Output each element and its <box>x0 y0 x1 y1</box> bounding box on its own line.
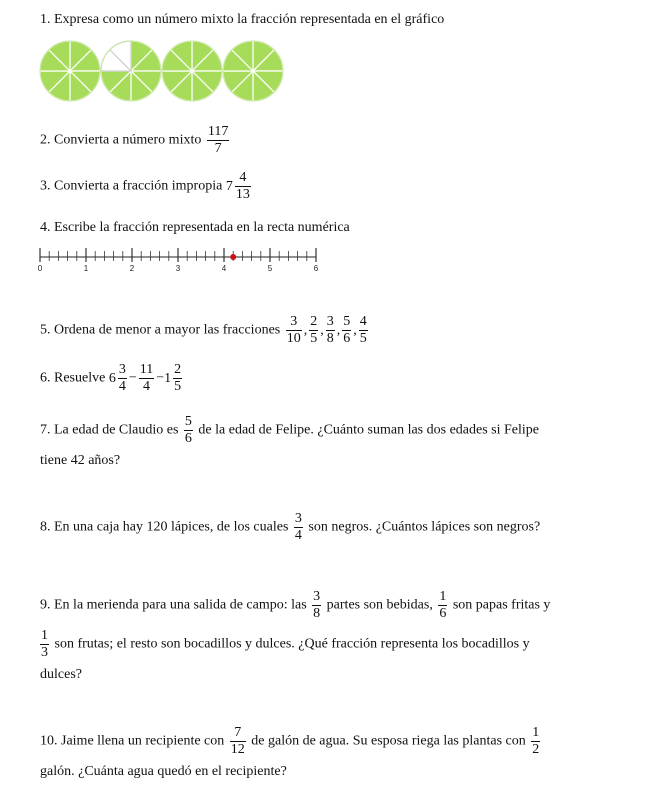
fraction-item <box>326 314 335 347</box>
question-3 <box>40 170 253 203</box>
question-10-text-b: de galón de agua. Su esposa riega las plantas con <box>251 733 526 749</box>
numerator: 1 <box>439 589 447 604</box>
fraction-item <box>359 314 368 347</box>
tick-label: 2 <box>129 264 135 273</box>
question-6-text: 6. Resuelve <box>40 370 106 386</box>
denominator: 5 <box>174 379 182 394</box>
denominator: 6 <box>439 606 447 621</box>
question-9-text-b: partes son bebidas, <box>326 597 433 613</box>
question-10-line-2: galón. ¿Cuánta agua quedó en el recipiente? <box>40 764 287 779</box>
question-5-text: 5. Ordena de menor a mayor las fracciones <box>40 322 281 338</box>
numerator: 1 <box>532 725 540 740</box>
fraction <box>230 725 246 758</box>
fraction <box>139 362 154 395</box>
denominator: 3 <box>41 645 48 660</box>
fraction-item <box>309 314 318 347</box>
numerator: 4 <box>235 170 251 187</box>
minus-sign: − <box>128 370 137 386</box>
fraction-item <box>286 314 302 347</box>
minus-sign: − <box>156 370 165 386</box>
mixed-whole: 1 <box>164 370 172 386</box>
numerator: 3 <box>118 362 126 377</box>
fractions-list <box>284 314 370 346</box>
fraction-117-7 <box>207 124 229 157</box>
numerator: 11 <box>139 362 154 377</box>
fraction-circles-figure <box>36 37 296 117</box>
denominator: 12 <box>230 742 245 757</box>
number-line <box>30 242 330 278</box>
denominator: 8 <box>313 606 321 621</box>
fraction <box>118 362 127 395</box>
tick-label: 3 <box>175 264 181 273</box>
fraction-circle <box>40 41 100 101</box>
question-9-line-3: dulces? <box>40 667 82 682</box>
tick-label: 0 <box>37 264 43 273</box>
mixed-whole: 6 <box>108 370 116 386</box>
question-7-line-1 <box>40 414 539 447</box>
question-10-text-a: 10. Jaime llena un recipiente con <box>40 733 225 749</box>
question-2 <box>40 124 231 157</box>
question-9-text-a: 9. En la merienda para una salida de campo: las <box>40 597 307 613</box>
separator-comma: , <box>303 322 308 338</box>
denominator: 4 <box>118 379 126 394</box>
fraction <box>438 589 447 622</box>
tick-label: 6 <box>313 264 319 273</box>
question-9-line-2 <box>40 628 530 661</box>
question-7-line-2: tiene 42 años? <box>40 453 121 468</box>
fraction-circle <box>223 41 283 101</box>
denominator: 10 <box>286 331 301 346</box>
denominator: 13 <box>235 187 250 202</box>
question-2-text: 2. Convierta a número mixto <box>40 132 202 148</box>
question-7-text-a: 7. La edad de Claudio es <box>40 422 179 438</box>
fraction <box>312 589 321 622</box>
question-4-text: 4. Escribe la fracción representada en la recta numérica <box>40 220 350 235</box>
fraction <box>173 362 182 395</box>
fraction <box>294 511 303 544</box>
separator-comma: , <box>353 322 357 338</box>
question-5 <box>40 314 370 347</box>
mixed-whole: 7 <box>225 178 233 194</box>
numerator: 2 <box>174 362 182 377</box>
separator-comma: , <box>320 322 324 338</box>
separator-comma: , <box>336 322 341 338</box>
question-3-text: 3. Convierta a fracción impropia <box>40 178 223 194</box>
question-8-text-b: son negros. ¿Cuántos lápices son negros? <box>308 519 541 535</box>
denominator: 2 <box>532 742 540 757</box>
question-8-text-a: 8. En una caja hay 120 lápices, de los cuales <box>40 519 289 535</box>
fraction <box>531 725 540 758</box>
question-9-text-c: son papas fritas y <box>452 597 551 613</box>
denominator: 4 <box>142 379 150 394</box>
tick-label: 1 <box>83 264 89 273</box>
tick-label: 5 <box>267 264 273 273</box>
denominator: 8 <box>326 331 334 346</box>
denominator: 4 <box>294 528 302 543</box>
denominator: 7 <box>214 141 222 156</box>
fraction-circle <box>101 41 161 101</box>
numerator: 3 <box>286 314 302 331</box>
mixed-fraction <box>235 170 251 203</box>
numerator: 3 <box>326 314 334 329</box>
numerator: 1 <box>41 628 48 643</box>
denominator: 6 <box>184 431 192 446</box>
fraction-item <box>342 314 351 347</box>
numerator: 2 <box>310 314 318 329</box>
denominator: 6 <box>343 331 351 346</box>
numerator: 3 <box>294 511 302 526</box>
fraction <box>184 414 193 447</box>
numerator: 7 <box>230 725 246 742</box>
tick-label: 4 <box>221 264 227 273</box>
question-6 <box>40 362 184 395</box>
question-8 <box>40 511 540 544</box>
fraction-circle <box>162 41 222 101</box>
question-9-text-e: son frutas; el resto son bocadillos y dulces. ¿Qué fracción representa los bocadillos y <box>54 636 530 652</box>
numerator: 5 <box>343 314 351 329</box>
numerator: 4 <box>359 314 367 329</box>
fraction <box>40 628 49 661</box>
numerator: 3 <box>313 589 321 604</box>
denominator: 5 <box>310 331 318 346</box>
question-9-line-1 <box>40 589 550 622</box>
numerator: 5 <box>184 414 192 429</box>
marked-point <box>230 254 236 260</box>
question-10-line-1 <box>40 725 542 758</box>
numerator: 117 <box>207 124 229 139</box>
denominator: 5 <box>359 331 367 346</box>
question-1-text: 1. Expresa como un número mixto la fracción representada en el gráfico <box>40 12 445 27</box>
question-7-text-b: de la edad de Felipe. ¿Cuánto suman las dos edades si Felipe <box>198 422 539 438</box>
